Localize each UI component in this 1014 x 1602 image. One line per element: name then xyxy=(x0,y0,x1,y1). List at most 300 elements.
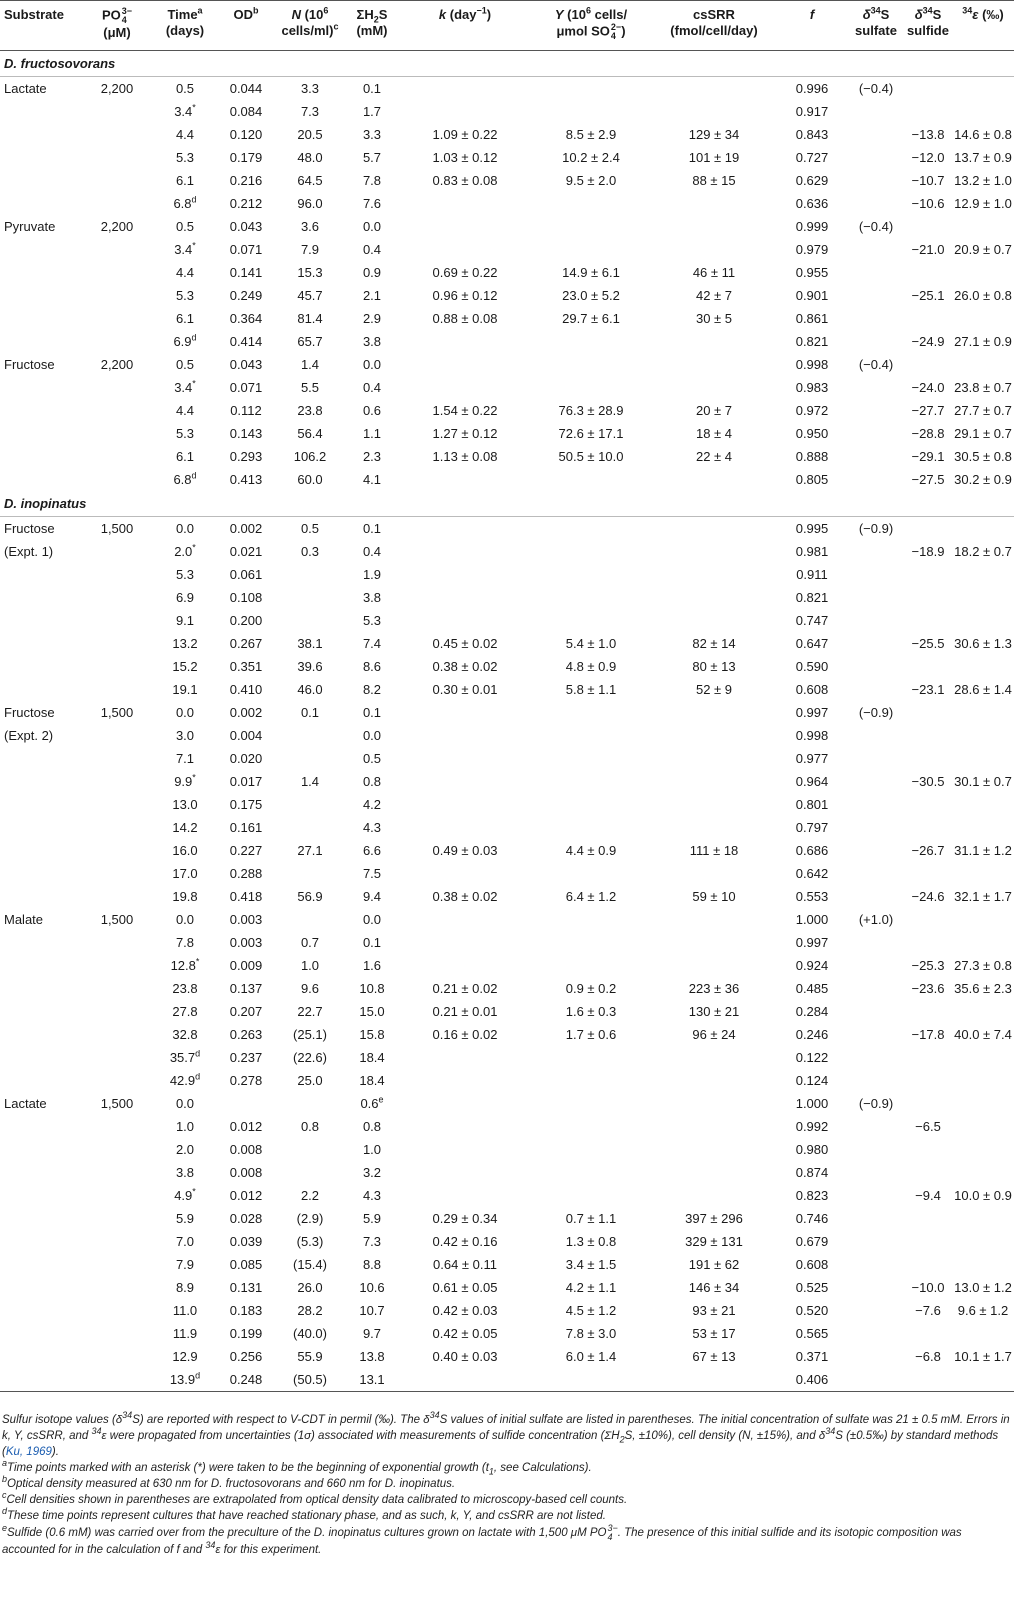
cell-y: 0.7 ± 1.1 xyxy=(565,1211,617,1226)
table-row xyxy=(0,1345,1014,1368)
cell-d34s-sulfide xyxy=(904,517,952,541)
cell-od: 0.020 xyxy=(229,751,263,766)
cell-f: 0.843 xyxy=(795,127,829,142)
cell-epsilon: 10.0 ± 0.9 xyxy=(954,1188,1012,1203)
cell-cell-density xyxy=(276,1138,344,1161)
cell-epsilon: 30.2 ± 0.9 xyxy=(954,472,1012,487)
cell-d34s-sulfide: −13.8 xyxy=(911,127,945,142)
cell-d34s-sulfate xyxy=(848,445,904,468)
table-row xyxy=(0,1207,1014,1230)
cell-d34s-sulfide xyxy=(904,655,952,678)
cell-d34s-sulfide: −6.8 xyxy=(915,1349,941,1364)
table-row xyxy=(0,1000,1014,1023)
cell-cssrr xyxy=(652,862,776,885)
header-h2s: $\Sigma H_2S$ (mM) xyxy=(344,1,400,51)
cell-h2s: 13.8 xyxy=(359,1349,385,1364)
cell-f: 0.981 xyxy=(795,544,829,559)
cell-epsilon: 23.8 ± 0.7 xyxy=(954,380,1012,395)
cell-time: 3.4* xyxy=(174,102,196,119)
cell-k: 0.42 ± 0.03 xyxy=(432,1303,498,1318)
cell-f: 0.992 xyxy=(795,1119,829,1134)
cell-d34s-sulfide xyxy=(904,747,952,770)
cell-h2s: 18.4 xyxy=(359,1073,385,1088)
cell-cell-density: 23.8 xyxy=(297,403,323,418)
cell-time: 5.3 xyxy=(175,567,195,582)
table-row xyxy=(0,192,1014,215)
cell-substrate xyxy=(0,169,80,192)
cell-cell-density: 45.7 xyxy=(297,288,323,303)
cell-f: 0.406 xyxy=(776,1368,848,1392)
reference-link[interactable]: Ku, 1969 xyxy=(5,1446,52,1458)
cell-po4 xyxy=(80,169,154,192)
cell-y xyxy=(530,586,652,609)
cell-substrate xyxy=(0,1230,80,1253)
cell-substrate xyxy=(0,238,80,261)
cell-d34s-sulfide xyxy=(904,701,952,724)
cell-od: 0.084 xyxy=(229,104,263,119)
cell-po4: 1,500 xyxy=(100,521,134,536)
cell-od: 0.248 xyxy=(216,1368,276,1392)
cell-cell-density: (5.3) xyxy=(296,1234,324,1249)
cell-od: 0.017 xyxy=(229,774,263,789)
cell-h2s: 1.6 xyxy=(362,958,382,973)
header-epsilon: $^{34}$ε (‰) xyxy=(952,1,1014,51)
cell-y xyxy=(530,563,652,586)
cell-od: 0.293 xyxy=(229,449,263,464)
cell-cssrr: 67 ± 13 xyxy=(692,1349,736,1364)
cell-d34s-sulfide: −21.0 xyxy=(911,242,945,257)
cell-y: 1.3 ± 0.8 xyxy=(565,1234,617,1249)
table-row xyxy=(0,586,1014,609)
cell-h2s: 0.8 xyxy=(362,1119,382,1134)
cell-od: 0.183 xyxy=(229,1303,263,1318)
cell-cssrr: 18 ± 4 xyxy=(695,426,733,441)
cell-d34s-sulfide: −23.1 xyxy=(911,682,945,697)
cell-cell-density: (40.0) xyxy=(293,1326,327,1341)
cell-cssrr: 46 ± 11 xyxy=(692,265,736,280)
cell-cell-density: 56.9 xyxy=(297,889,323,904)
cell-d34s-sulfate xyxy=(848,724,904,747)
cell-h2s: 0.6e xyxy=(360,1094,384,1111)
cell-od: 0.004 xyxy=(229,728,263,743)
cell-cell-density: 60.0 xyxy=(297,472,323,487)
cell-po4 xyxy=(80,1207,154,1230)
cell-od: 0.263 xyxy=(229,1027,263,1042)
cell-epsilon xyxy=(952,862,1014,885)
cell-epsilon xyxy=(952,586,1014,609)
cell-time: 32.8 xyxy=(172,1027,198,1042)
cell-f: 0.520 xyxy=(795,1303,829,1318)
cell-od: 0.410 xyxy=(229,682,263,697)
cell-time: 35.7$^d$ xyxy=(169,1048,201,1065)
cell-d34s-sulfide xyxy=(904,1092,952,1115)
cell-f: 0.608 xyxy=(795,682,829,697)
table-row xyxy=(0,908,1014,931)
cell-y xyxy=(530,376,652,399)
cell-d34s-sulfate xyxy=(848,284,904,307)
cell-cell-density: 7.3 xyxy=(300,104,320,119)
cell-cssrr: 111 ± 18 xyxy=(689,843,739,858)
cell-substrate xyxy=(0,977,80,1000)
cell-substrate xyxy=(0,468,80,491)
cell-cssrr: 223 ± 36 xyxy=(688,981,740,996)
table-row xyxy=(0,146,1014,169)
cell-f: 0.950 xyxy=(795,426,829,441)
cell-time: 16.0 xyxy=(172,843,198,858)
cell-time: 42.9$^d$ xyxy=(169,1071,201,1088)
cell-d34s-sulfate xyxy=(848,100,904,123)
cell-cssrr xyxy=(652,238,776,261)
cell-od: 0.043 xyxy=(229,219,263,234)
cell-epsilon xyxy=(952,1092,1014,1115)
cell-epsilon: 27.7 ± 0.7 xyxy=(954,403,1012,418)
cell-cell-density: 3.3 xyxy=(300,81,320,96)
cell-y: 14.9 ± 6.1 xyxy=(562,265,620,280)
cell-k xyxy=(400,770,530,793)
cell-k xyxy=(400,586,530,609)
cell-cell-density: (25.1) xyxy=(293,1027,327,1042)
cell-cell-density: 7.9 xyxy=(300,242,320,257)
cell-d34s-sulfide xyxy=(904,261,952,284)
cell-po4 xyxy=(80,100,154,123)
cell-d34s-sulfate xyxy=(848,1023,904,1046)
cell-time: 0.0 xyxy=(175,912,195,927)
header-d34s-sulfate: $\delta^{34}S$ sulfate xyxy=(848,1,904,51)
cell-h2s: 0.1 xyxy=(362,705,382,720)
cell-cssrr xyxy=(652,701,776,724)
cell-k xyxy=(400,238,530,261)
cell-f: 0.727 xyxy=(795,150,829,165)
cell-k xyxy=(400,931,530,954)
cell-epsilon xyxy=(952,655,1014,678)
cell-h2s: 4.3 xyxy=(362,1188,382,1203)
cell-cell-density: (2.9) xyxy=(296,1211,324,1226)
cell-od: 0.256 xyxy=(229,1349,263,1364)
cell-epsilon xyxy=(952,1046,1014,1069)
cell-d34s-sulfate xyxy=(848,330,904,353)
cell-d34s-sulfide xyxy=(904,1253,952,1276)
cell-time: 4.4 xyxy=(175,265,195,280)
table-row xyxy=(0,284,1014,307)
cell-substrate xyxy=(0,1345,80,1368)
cell-cell-density: 3.6 xyxy=(300,219,320,234)
cell-cell-density xyxy=(276,563,344,586)
section-title: D. inopinatus xyxy=(0,491,1014,517)
cell-time: 27.8 xyxy=(172,1004,198,1019)
cell-y xyxy=(530,747,652,770)
cell-po4 xyxy=(80,770,154,793)
cell-time: 19.8 xyxy=(172,889,198,904)
cell-substrate xyxy=(0,376,80,399)
cell-y xyxy=(530,1368,652,1392)
cell-f: 0.797 xyxy=(795,820,829,835)
footnote-a: $^a$Time points marked with an asterisk (*) were taken to be the beginning of exponential growth ($t_1$, see Calculations). xyxy=(2,1458,592,1477)
cell-substrate xyxy=(0,563,80,586)
table-row xyxy=(0,816,1014,839)
cell-y xyxy=(530,353,652,376)
cell-po4 xyxy=(80,238,154,261)
cell-od: 0.012 xyxy=(229,1119,263,1134)
cell-substrate xyxy=(0,399,80,422)
cell-substrate xyxy=(0,146,80,169)
cell-od: 0.003 xyxy=(229,912,263,927)
cell-cell-density: (50.5) xyxy=(276,1368,344,1392)
cell-cssrr xyxy=(652,1368,776,1392)
cell-h2s: 13.1 xyxy=(344,1368,400,1392)
cell-d34s-sulfide xyxy=(904,609,952,632)
cell-od: 0.112 xyxy=(230,403,262,418)
cell-d34s-sulfate xyxy=(848,1345,904,1368)
cell-cssrr xyxy=(652,1161,776,1184)
cell-po4 xyxy=(80,931,154,954)
cell-od: 0.002 xyxy=(229,705,263,720)
cell-h2s: 2.9 xyxy=(362,311,382,326)
cell-k xyxy=(400,1184,530,1207)
cell-d34s-sulfate: (−0.4) xyxy=(858,357,894,372)
cell-y xyxy=(530,1115,652,1138)
cell-d34s-sulfide xyxy=(904,931,952,954)
cell-h2s: 10.7 xyxy=(359,1303,385,1318)
cell-time: 0.0 xyxy=(175,521,195,536)
cell-cell-density xyxy=(276,1161,344,1184)
cell-d34s-sulfide: −10.6 xyxy=(911,196,945,211)
cell-time: 6.8$^d$ xyxy=(173,470,197,487)
header-row xyxy=(0,1,1014,51)
cell-cell-density xyxy=(276,816,344,839)
cell-od: 0.249 xyxy=(229,288,263,303)
cell-cssrr xyxy=(652,793,776,816)
table-row xyxy=(0,609,1014,632)
cell-time: 6.9 xyxy=(175,590,195,605)
cell-od: 0.085 xyxy=(229,1257,263,1272)
cell-k xyxy=(400,517,530,541)
cell-epsilon: 14.6 ± 0.8 xyxy=(954,127,1012,142)
cell-substrate xyxy=(0,632,80,655)
cell-epsilon xyxy=(952,1368,1014,1392)
cell-k xyxy=(400,215,530,238)
cell-h2s: 1.7 xyxy=(362,104,382,119)
cell-time: 0.5 xyxy=(175,81,195,96)
cell-substrate: (Expt. 2) xyxy=(4,728,54,743)
cell-d34s-sulfide: −12.0 xyxy=(911,150,945,165)
table-row xyxy=(0,1092,1014,1115)
cell-h2s: 10.6 xyxy=(359,1280,385,1295)
cell-cell-density: 96.0 xyxy=(297,196,323,211)
cell-d34s-sulfate: (−0.4) xyxy=(858,219,894,234)
cell-substrate: Fructose xyxy=(4,521,55,536)
cell-po4 xyxy=(80,422,154,445)
cell-time: 12.9 xyxy=(172,1349,198,1364)
cell-time: 3.4* xyxy=(174,240,196,257)
cell-epsilon xyxy=(952,563,1014,586)
table-row xyxy=(0,931,1014,954)
cell-d34s-sulfate xyxy=(848,307,904,330)
cell-f: 0.284 xyxy=(795,1004,829,1019)
cell-epsilon: 30.1 ± 0.7 xyxy=(954,774,1012,789)
cell-d34s-sulfide xyxy=(904,1161,952,1184)
cell-k: 1.13 ± 0.08 xyxy=(432,449,498,464)
cell-cell-density xyxy=(276,793,344,816)
cell-po4 xyxy=(80,609,154,632)
cell-d34s-sulfide: −27.7 xyxy=(911,403,945,418)
cell-od: 0.413 xyxy=(229,472,263,487)
cell-time: 11.0 xyxy=(172,1303,198,1318)
cell-h2s: 1.9 xyxy=(362,567,382,582)
cell-k: 1.27 ± 0.12 xyxy=(432,426,498,441)
table-row xyxy=(0,468,1014,491)
table-row xyxy=(0,445,1014,468)
cell-cell-density: 0.7 xyxy=(300,935,320,950)
cell-epsilon: 10.1 ± 1.7 xyxy=(954,1349,1012,1364)
cell-f: 0.124 xyxy=(795,1073,829,1088)
cell-d34s-sulfate xyxy=(848,1138,904,1161)
cell-k: 0.30 ± 0.01 xyxy=(432,682,498,697)
cell-k: 0.45 ± 0.02 xyxy=(432,636,498,651)
table-row xyxy=(0,540,1014,563)
cell-d34s-sulfate xyxy=(848,1207,904,1230)
cell-time: 6.1 xyxy=(175,173,195,188)
cell-time: 0.0 xyxy=(175,1096,195,1111)
cell-y: 1.7 ± 0.6 xyxy=(565,1027,617,1042)
cell-d34s-sulfate xyxy=(848,1069,904,1092)
cell-cssrr xyxy=(652,816,776,839)
cell-od: 0.278 xyxy=(229,1073,263,1088)
cell-h2s: 0.6 xyxy=(362,403,382,418)
cell-epsilon xyxy=(952,1115,1014,1138)
cell-time: 5.3 xyxy=(175,288,195,303)
table-row xyxy=(0,1184,1014,1207)
cell-od: 0.028 xyxy=(229,1211,263,1226)
cell-po4 xyxy=(80,1322,154,1345)
cell-d34s-sulfide: −10.7 xyxy=(911,173,945,188)
cell-y xyxy=(530,954,652,977)
cell-h2s: 0.0 xyxy=(362,728,382,743)
cell-f: 0.901 xyxy=(795,288,829,303)
cell-k: 1.54 ± 0.22 xyxy=(432,403,498,418)
cell-f: 0.996 xyxy=(795,81,829,96)
cell-y: 4.4 ± 0.9 xyxy=(565,843,617,858)
table-row xyxy=(0,517,1014,541)
cell-d34s-sulfide xyxy=(904,1069,952,1092)
footnote-c: $^c$Cell densities shown in parentheses are extrapolated from optical density data calibrated to microscopy-based cell counts. xyxy=(2,1490,628,1506)
cell-d34s-sulfide: −24.9 xyxy=(911,334,945,349)
table-row xyxy=(0,839,1014,862)
cell-y: 4.2 ± 1.1 xyxy=(565,1280,617,1295)
cell-cssrr xyxy=(652,954,776,977)
cell-cssrr xyxy=(652,1184,776,1207)
cell-od: 0.199 xyxy=(229,1326,263,1341)
cell-substrate xyxy=(0,862,80,885)
header-substrate: Substrate xyxy=(0,1,80,51)
cell-d34s-sulfide xyxy=(904,908,952,931)
table-row xyxy=(0,1115,1014,1138)
cell-substrate xyxy=(0,1207,80,1230)
cell-d34s-sulfide xyxy=(904,862,952,885)
section-title: D. fructosovorans xyxy=(0,51,1014,77)
cell-po4 xyxy=(80,793,154,816)
cell-y: 76.3 ± 28.9 xyxy=(558,403,624,418)
cell-y: 8.5 ± 2.9 xyxy=(565,127,617,142)
cell-epsilon: 30.6 ± 1.3 xyxy=(954,636,1012,651)
cell-time: 1.0 xyxy=(175,1119,195,1134)
cell-od: 0.043 xyxy=(229,357,263,372)
cell-po4 xyxy=(80,1253,154,1276)
cell-k xyxy=(400,954,530,977)
cell-h2s: 5.9 xyxy=(362,1211,382,1226)
cell-y xyxy=(530,816,652,839)
cell-cssrr xyxy=(652,77,776,101)
cell-po4 xyxy=(80,261,154,284)
table-row xyxy=(0,954,1014,977)
cell-po4 xyxy=(80,1161,154,1184)
cell-cell-density: 65.7 xyxy=(297,334,323,349)
cell-k xyxy=(400,1138,530,1161)
cell-epsilon: 27.3 ± 0.8 xyxy=(954,958,1012,973)
cell-cssrr xyxy=(652,540,776,563)
cell-f: 0.805 xyxy=(795,472,829,487)
footnote-main: Sulfur isotope values $(\delta^{34}S)$ are reported with respect to V-CDT in permil (‰). The $\delta^{34}S$ values of initial sulfate are listed in parentheses. The initial concentration of sulfate was 21 ± 0.5 mM. Errors in k, Y, csSRR, and $^{34}$ε were propagated from uncertainties (1σ) associated with measurements of sulfide concentration ($\Sigma H_2S$, ±10%), cell density (N, ±15%), and $\delta^{34}S$ (±0.5‰) by standard methods (Ku, 1969). xyxy=(2,1410,1010,1458)
cell-d34s-sulfate xyxy=(848,1000,904,1023)
cell-po4 xyxy=(80,977,154,1000)
cell-d34s-sulfide: −18.9 xyxy=(911,544,945,559)
cell-time: 15.2 xyxy=(172,659,198,674)
cell-f: 0.371 xyxy=(795,1349,829,1364)
cell-substrate xyxy=(0,954,80,977)
cell-time: 13.9$^d$ xyxy=(154,1368,216,1392)
cell-po4 xyxy=(80,1276,154,1299)
cell-substrate xyxy=(0,307,80,330)
cell-k xyxy=(400,1161,530,1184)
cell-time: 0.5 xyxy=(175,357,195,372)
cell-po4 xyxy=(80,816,154,839)
cell-po4 xyxy=(80,468,154,491)
cell-h2s: 0.5 xyxy=(362,751,382,766)
cell-k xyxy=(400,1069,530,1092)
cell-f: 0.525 xyxy=(795,1280,829,1295)
cell-y: 3.4 ± 1.5 xyxy=(565,1257,617,1272)
cell-time: 4.9* xyxy=(174,1186,196,1203)
cell-k xyxy=(400,908,530,931)
cell-h2s: 5.3 xyxy=(362,613,382,628)
table-row xyxy=(0,1276,1014,1299)
table-row xyxy=(0,330,1014,353)
cell-od: 0.008 xyxy=(229,1165,263,1180)
cell-cssrr: 52 ± 9 xyxy=(695,682,733,697)
table-row xyxy=(0,1161,1014,1184)
cell-h2s: 9.4 xyxy=(362,889,382,904)
cell-f: 0.980 xyxy=(795,1142,829,1157)
cell-h2s: 15.0 xyxy=(359,1004,385,1019)
cell-cell-density: 38.1 xyxy=(297,636,323,651)
table-row xyxy=(0,1023,1014,1046)
cell-d34s-sulfate xyxy=(848,816,904,839)
cell-time: 6.8$^d$ xyxy=(173,194,197,211)
cell-substrate xyxy=(0,445,80,468)
cell-h2s: 0.0 xyxy=(362,219,382,234)
table-row xyxy=(0,215,1014,238)
cell-cell-density: 20.5 xyxy=(297,127,323,142)
cell-po4 xyxy=(80,1000,154,1023)
cell-time: 12.8* xyxy=(170,956,200,973)
cell-cssrr xyxy=(652,770,776,793)
cell-cssrr xyxy=(652,215,776,238)
cell-d34s-sulfide: −7.6 xyxy=(915,1303,941,1318)
cell-cssrr: 96 ± 24 xyxy=(692,1027,736,1042)
cell-time: 5.3 xyxy=(175,426,195,441)
cell-cell-density: 81.4 xyxy=(297,311,323,326)
cell-h2s: 4.2 xyxy=(362,797,382,812)
cell-y: 4.8 ± 0.9 xyxy=(565,659,617,674)
